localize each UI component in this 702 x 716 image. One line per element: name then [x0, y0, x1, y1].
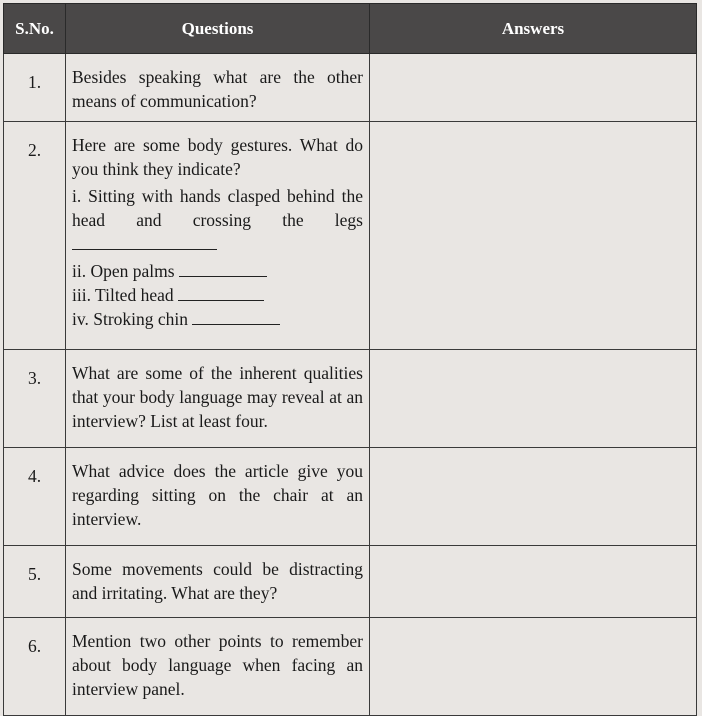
gesture-label: i. Sitting with hands clasped behind the head and crossing the legs	[72, 186, 363, 230]
gesture-item	[72, 307, 363, 331]
answer-cell[interactable]	[370, 54, 697, 122]
table-row	[4, 618, 697, 716]
header-questions: Questions	[66, 4, 370, 54]
row-number: 6.	[4, 618, 66, 716]
header-sno: S.No.	[4, 4, 66, 54]
answer-blank[interactable]	[192, 310, 280, 325]
answer-cell[interactable]	[370, 122, 697, 350]
row-number: 3.	[4, 350, 66, 448]
question-text: What advice does the article give you regarding sitting on the chair at an interview.	[66, 448, 370, 546]
answer-cell[interactable]	[370, 546, 697, 618]
header-row	[4, 4, 697, 54]
question-text: Some movements could be distracting and irritating. What are they?	[66, 546, 370, 618]
questions-table	[3, 3, 697, 716]
answer-blank[interactable]	[179, 262, 267, 277]
gesture-item	[72, 283, 363, 307]
question-text: Here are some body gestures. What do you think they indicate?	[72, 135, 363, 179]
question-text: What are some of the inherent qualities that your body language may reveal at an interview? List at least four.	[66, 350, 370, 448]
answer-cell[interactable]	[370, 448, 697, 546]
answer-cell[interactable]	[370, 618, 697, 716]
table-row	[4, 546, 697, 618]
gesture-item	[72, 184, 363, 256]
answer-blank[interactable]	[178, 286, 264, 301]
table-row	[4, 54, 697, 122]
row-number: 5.	[4, 546, 66, 618]
table-row	[4, 448, 697, 546]
table-row	[4, 350, 697, 448]
gesture-item	[72, 259, 363, 283]
gesture-label: iv. Stroking chin	[72, 309, 189, 329]
gesture-label: ii. Open palms	[72, 261, 175, 281]
header-answers: Answers	[370, 4, 697, 54]
answer-cell[interactable]	[370, 350, 697, 448]
row-number: 4.	[4, 448, 66, 546]
row-number: 2.	[4, 122, 66, 350]
answer-blank[interactable]	[72, 235, 217, 250]
question-cell	[66, 122, 370, 350]
row-number: 1.	[4, 54, 66, 122]
table-row	[4, 122, 697, 350]
question-text: Mention two other points to remember about body language when facing an interview panel.	[66, 618, 370, 716]
gesture-label: iii. Tilted head	[72, 285, 174, 305]
question-text: Besides speaking what are the other means of communication?	[66, 54, 370, 122]
